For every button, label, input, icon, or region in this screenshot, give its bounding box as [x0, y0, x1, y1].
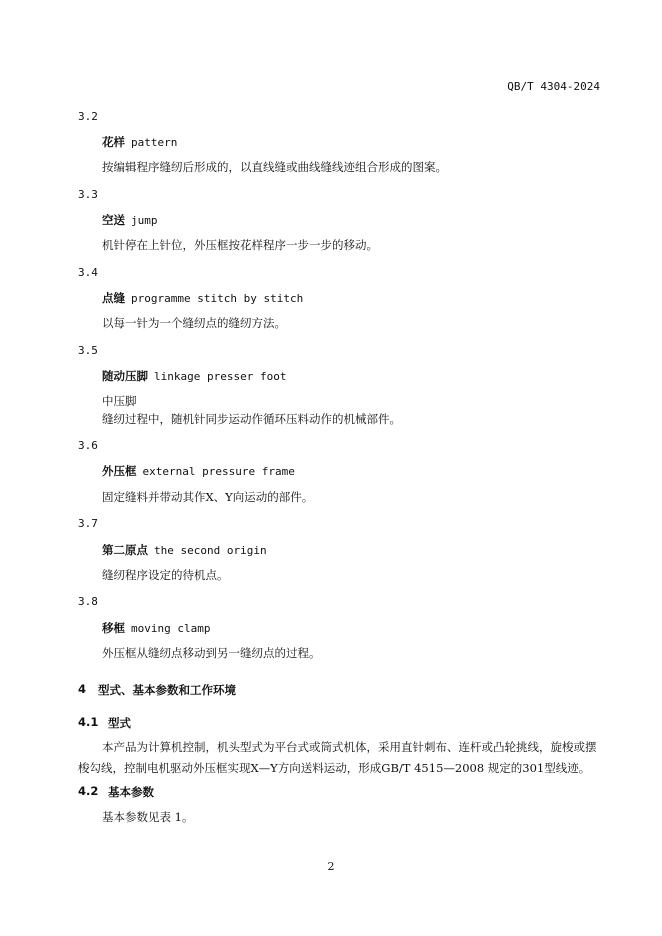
section-number: 4	[78, 682, 87, 696]
term-english: programme stitch by stitch	[131, 292, 304, 305]
subsection-number: 4.2	[78, 784, 99, 798]
term-definition: 机针停在上针位，外压框按花样程序一步一步的移动。	[102, 238, 378, 252]
term-definition: 固定缝料并带动其作X、Y向运动的部件。	[102, 490, 314, 504]
term-heading	[102, 463, 295, 479]
term-definition: 缝纫程序设定的待机点。	[102, 568, 229, 582]
term-synonym: 中压脚	[102, 394, 137, 408]
term-chinese: 第二原点	[102, 543, 148, 557]
clause-number: 3.3	[78, 188, 98, 201]
clause-number: 3.8	[78, 595, 98, 608]
term-chinese: 随动压脚	[102, 369, 148, 383]
term-definition: 外压框从缝纫点移动到另一缝纫点的过程。	[102, 646, 321, 660]
clause-number: 3.5	[78, 344, 98, 357]
term-chinese: 移框	[102, 621, 125, 635]
clause-number: 3.7	[78, 517, 98, 530]
term-chinese: 点缝	[102, 291, 125, 305]
term-heading	[102, 290, 303, 306]
clause-number: 3.2	[78, 110, 98, 123]
page-number: 2	[327, 860, 335, 873]
term-english: linkage presser foot	[154, 370, 287, 383]
section-title: 型式、基本参数和工作环境	[98, 683, 236, 697]
term-english: external pressure frame	[142, 465, 295, 478]
subsection-title: 基本参数	[108, 785, 154, 799]
term-chinese: 外压框	[102, 464, 137, 478]
term-english: moving clamp	[131, 622, 211, 635]
term-heading	[102, 368, 286, 384]
term-chinese: 空送	[102, 213, 125, 227]
clause-number: 3.4	[78, 266, 98, 279]
subsection-title: 型式	[108, 716, 131, 730]
body-paragraph: 基本参数见表 1。	[102, 810, 194, 824]
body-paragraph: 本产品为计算机控制，机头型式为平台式或筒式机体，采用直针刺布、连杆或凸轮挑线，旋梭或摆梭勾线，控制电机驱动外压框实现X—Y方向送料运动，形成GB/T 4515—2008 规定的301型线迹。	[78, 740, 597, 775]
term-english: jump	[131, 214, 158, 227]
term-english: the second origin	[154, 544, 267, 557]
clause-number: 3.6	[78, 439, 98, 452]
term-english: pattern	[131, 136, 178, 149]
term-definition: 以每一针为一个缝纫点的缝纫方法。	[102, 316, 286, 330]
term-heading	[102, 542, 267, 558]
standard-code: QB/T 4304-2024	[507, 80, 600, 93]
term-heading	[102, 620, 210, 636]
term-chinese: 花样	[102, 135, 125, 149]
term-heading	[102, 134, 177, 150]
term-heading	[102, 212, 158, 228]
term-definition: 按编辑程序缝纫后形成的，以直线缝或曲线缝线迹组合形成的图案。	[102, 160, 447, 174]
term-definition: 缝纫过程中，随机针同步运动作循环压料动作的机械部件。	[102, 412, 401, 426]
subsection-number: 4.1	[78, 715, 99, 729]
